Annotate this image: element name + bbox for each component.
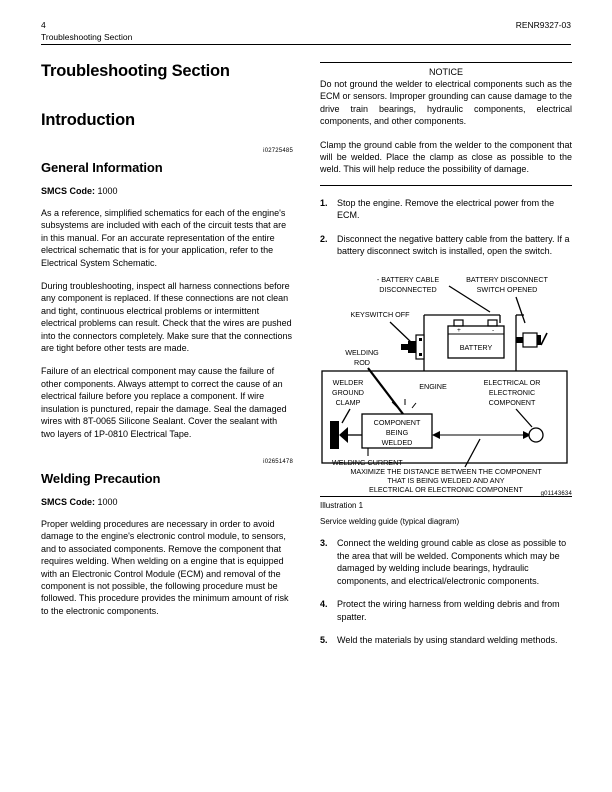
label-battery: BATTERY (459, 343, 493, 353)
list-item (320, 233, 572, 258)
general-reference-number: i02725485 (263, 148, 293, 154)
label-electrical-line3: COMPONENT (488, 398, 536, 408)
header-section-title: Troubleshooting Section (41, 31, 133, 42)
step-number: 1. (320, 197, 328, 208)
welding-smcs-code (41, 497, 293, 507)
notice-paragraph-1: Do not ground the welder to electrical components such as the ECM or sensors. Improper grounding can cause damage to the drive train bearings, hydraulic components, electrical components, and other components. (320, 79, 572, 127)
welding-smcs-label: SMCS Code: (41, 496, 95, 507)
label-battery-cable-line1: - BATTERY CABLE (376, 275, 440, 285)
page-title: Troubleshooting Section (41, 62, 230, 80)
welder-ground-clamp-bar (330, 421, 339, 449)
diagram-footer-line3: ELECTRICAL OR ELECTRONIC COMPONENT (369, 485, 523, 495)
general-paragraph-3: Failure of an electrical component may cause the failure of other components. Always attempt to correct the cause of an electrical failure before you replace a component. If wire insulation is punctured, repair the damage. Seal the damaged wires with 8T-0065 Silicone Sealant. Cover the sealant with two layers of 1P-0810 Electrical Tape. (41, 366, 287, 439)
welding-reference-number: i02651478 (263, 458, 293, 465)
right-column (320, 62, 572, 646)
general-paragraph-2: During troubleshooting, inspect all harness connections before any component is replaced. If these connections are not clean and tight, continuous electrical problems or intermittent electrical problems can result. Check that the wires are pushed into the connectors completely. Make sure that the connections are tight before other tests are made. (41, 281, 292, 354)
welding-rod-line (368, 368, 403, 414)
label-disconnect-line1: BATTERY DISCONNECT (466, 275, 548, 285)
keyswitch-dot-bottom (419, 353, 422, 356)
leader-electrical-component (516, 409, 532, 427)
general-paragraph-1: As a reference, simplified schematics for each of the engine's subsystems are included with each of the circuit tests that are in this manual. For an accurate representation of the entire electrical schematic that is for your application, refer to the Electrical System Schematic. (41, 208, 287, 268)
step-number: 5. (320, 634, 328, 645)
notice-top-divider (320, 62, 572, 63)
list-item (320, 634, 572, 646)
disconnect-switch-contact-left (516, 337, 523, 343)
battery-minus-sign: - (492, 327, 495, 335)
step-number: 3. (320, 538, 328, 549)
procedure-steps-after-figure (320, 537, 572, 646)
label-disconnect-line2: SWITCH OPENED (476, 285, 538, 295)
disconnect-switch-body (523, 333, 537, 347)
welding-paragraph: Proper welding procedures are necessary in order to avoid damage to the engine's electronic control module, to sensors, and to associated components. Remove the component that requires welding. When welding on a engine that is equipped with an Electronic Control Module (ECM) and removal of the component is not possible, the following procedure must be followed. This procedure provides the minimum amount of risk to the electronic components. (41, 518, 289, 616)
notice-block (320, 62, 572, 186)
figure-caption-row (320, 491, 572, 527)
leader-disconnect (516, 297, 525, 323)
step-text: Protect the wiring harness from welding debris and from spatter. (337, 599, 560, 622)
diagram-footer-line2: THAT IS BEING WELDED AND ANY (387, 476, 505, 486)
disconnect-switch-contact-right (537, 335, 541, 345)
current-arrowhead-left (339, 427, 348, 443)
step-text: Stop the engine. Remove the electrical power from the ECM. (337, 197, 555, 221)
disconnect-switch-open-blade (541, 333, 547, 345)
smcs-value: 1000 (97, 186, 118, 196)
list-item (320, 598, 572, 623)
label-battery-cable-line2: DISCONNECTED (379, 285, 437, 295)
label-engine: ENGINE (419, 382, 447, 392)
battery-plus-sign: + (457, 327, 461, 335)
introduction-heading: Introduction (41, 111, 135, 129)
left-column (41, 62, 293, 617)
notice-title: NOTICE (428, 67, 463, 77)
label-electrical-line1: ELECTRICAL OR (483, 378, 541, 388)
step-text: Disconnect the negative battery cable from the battery. If a battery disconnect switch is installed, open the switch. (337, 233, 570, 257)
keyswitch-pin (401, 344, 409, 350)
header-left (41, 20, 132, 43)
header-divider (41, 44, 571, 45)
label-keyswitch: KEYSWITCH OFF (350, 310, 410, 320)
figure-id: g01143634 (540, 491, 572, 498)
label-electrical-line2: ELECTRONIC (488, 388, 536, 398)
step-number: 2. (320, 233, 328, 244)
smcs-label: SMCS Code: (41, 186, 95, 196)
figure-label: Illustration 1 (320, 501, 364, 511)
label-component-line2: BEING (385, 428, 409, 438)
list-item (320, 197, 572, 222)
step-text: Weld the materials by using standard welding methods. (337, 634, 558, 645)
welding-smcs-value: 1000 (97, 496, 118, 507)
label-ground-line1: GROUND (332, 388, 364, 398)
label-ground-line2: CLAMP (335, 398, 361, 408)
label-welding-current: WELDING CURRENT (332, 458, 403, 468)
label-component-line1: COMPONENT (373, 418, 421, 428)
step-number: 4. (320, 599, 328, 610)
label-welder: WELDER (332, 378, 364, 388)
procedure-steps-before-figure (320, 197, 572, 258)
notice-paragraph-2: Clamp the ground cable from the welder to the component that will be welded. Place the clamp as close as possible to the weld. This will help reduce the possibility of damage. (320, 139, 572, 175)
header-document-id: RENR9327-03 (515, 20, 571, 30)
battery-terminal-negative (454, 320, 463, 326)
list-item (320, 537, 572, 587)
page-header (41, 20, 571, 45)
figure-description: Service welding guide (typical diagram) (320, 517, 460, 527)
distance-arrowhead-left (432, 431, 440, 439)
step-text: Connect the welding ground cable as close as possible to the area that will be welded. Components which may be damaged by welding include bearings, hydraulic components, and electrical/electronic components. (337, 538, 567, 586)
label-component-line3: WELDED (381, 438, 413, 448)
keyswitch-plug (408, 341, 416, 353)
label-welding-rod-line2: ROD (354, 358, 370, 368)
notice-bottom-divider (320, 185, 572, 186)
page-number: 4 (41, 20, 46, 30)
electrical-component-symbol (529, 428, 543, 442)
leader-ground-clamp (342, 409, 350, 423)
welding-precaution-heading: Welding Precaution (41, 470, 161, 486)
weld-spark-3 (412, 403, 416, 408)
general-information-heading: General Information (41, 160, 163, 175)
label-welding-rod-line1: WELDING (345, 348, 379, 358)
figure-welding-guide (320, 271, 572, 526)
battery-terminal-positive (488, 320, 497, 326)
leader-keyswitch (390, 322, 412, 343)
diagram-footer-line1: MAXIMIZE THE DISTANCE BETWEEN THE COMPONENT (350, 467, 542, 477)
general-smcs-code (41, 186, 293, 196)
keyswitch-dot-top (419, 338, 422, 341)
